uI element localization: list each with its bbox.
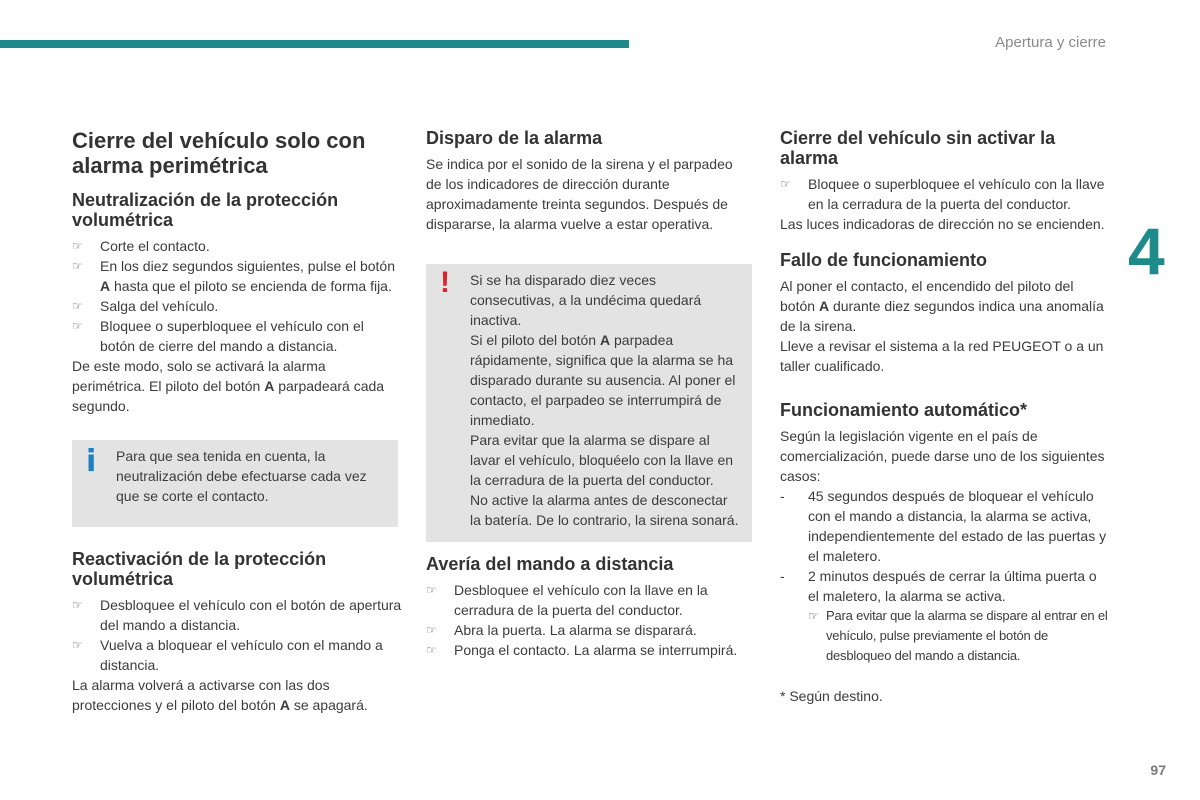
list-item: ☞ Corte el contacto. — [72, 238, 210, 254]
pointing-hand-icon: ☞ — [72, 259, 83, 273]
pointing-hand-icon: ☞ — [72, 598, 83, 612]
info-note-text: Para que sea tenida en cuenta, la neutralización debe efectuarse cada vez que se corte el contacto. — [116, 448, 367, 504]
list-item: ☞ Abra la puerta. La alarma se disparará. — [426, 622, 697, 638]
list-item: ☞ Desbloquee el vehículo con la llave en la cerradura de la puerta del conductor. — [426, 582, 708, 618]
chapter-number: 4 — [1128, 214, 1165, 288]
header-accent-bar — [0, 40, 629, 48]
pointing-hand-icon: ☞ — [808, 609, 819, 623]
heading-averia: Avería del mando a distancia — [426, 554, 674, 574]
pointing-hand-icon: ☞ — [780, 177, 791, 191]
automatico-cases — [780, 486, 1110, 666]
heading-neutralizacion: Neutralización de la protección volumétrica — [72, 190, 339, 230]
list-item: ☞ Salga del vehículo. — [72, 298, 219, 314]
list-item: ☞ Bloquee o superbloquee el vehículo con la llave en la cerradura de la puerta del conductor. — [780, 176, 1105, 212]
pointing-hand-icon: ☞ — [72, 638, 83, 652]
info-note — [72, 440, 398, 527]
list-item: ☞ Desbloquee el vehículo con el botón de apertura del mando a distancia. — [72, 597, 402, 633]
warning-line: Si se ha disparado diez veces consecutivas, a la undécima quedará inactiva. — [470, 272, 702, 328]
section-title: Apertura y cierre — [995, 34, 1106, 51]
reactivacion-steps — [72, 595, 402, 675]
list-item: - 45 segundos después de bloquear el vehículo con el mando a distancia, la alarma se activa, independientemente del estado de las puertas y el maletero. — [780, 488, 1107, 564]
page-title: Cierre del vehículo solo con alarma perimétrica — [72, 128, 366, 178]
column-2 — [426, 128, 752, 660]
info-icon: i — [86, 444, 97, 479]
list-item: ☞ En los diez segundos siguientes, pulse el botón A hasta que el piloto se encienda de forma fija. — [72, 258, 395, 294]
list-item: ☞ Bloquee o superbloquee el vehículo con el botón de cierre del mando a distancia. — [72, 318, 364, 354]
warning-note — [426, 264, 752, 542]
cierre-sin-alarma-paragraph: Las luces indicadoras de dirección no se encienden. — [780, 216, 1105, 232]
pointing-hand-icon: ☞ — [72, 319, 83, 333]
column-3 — [780, 128, 1110, 706]
dash-marker: - — [780, 568, 785, 584]
neutralizacion-steps — [72, 236, 402, 356]
heading-fallo: Fallo de funcionamiento — [780, 250, 988, 270]
heading-disparo: Disparo de la alarma — [426, 128, 603, 148]
heading-cierre-sin-alarma: Cierre del vehículo sin activar la alarma — [780, 128, 1056, 168]
pointing-hand-icon: ☞ — [72, 299, 83, 313]
column-1 — [72, 128, 402, 715]
heading-automatico: Funcionamiento automático* — [780, 400, 1028, 420]
list-item: - 2 minutos después de cerrar la última puerta o el maletero, la alarma se activa. ☞ Para evitar que la alarma se dispare al entrar en el vehículo, pulse previamente el botón de desbloqueo del mando a distancia. — [780, 566, 1110, 666]
warning-line: Para evitar que la alarma se dispare al lavar el vehículo, bloquéelo con la llave en la cerradura de la puerta del conductor. — [470, 432, 734, 488]
dash-marker: - — [780, 488, 785, 504]
pointing-hand-icon: ☞ — [72, 239, 83, 253]
warning-line: No active la alarma antes de desconectar la batería. De lo contrario, la sirena sonará. — [470, 492, 739, 528]
automatico-subnote: ☞ Para evitar que la alarma se dispare al entrar en el vehículo, pulse previamente el botón de desbloqueo del mando a distancia. — [808, 608, 1108, 663]
averia-steps — [426, 580, 752, 660]
neutralizacion-paragraph: De este modo, solo se activará la alarma perimétrica. El piloto del botón A parpadeará cada segundo. — [72, 358, 385, 414]
heading-reactivacion: Reactivación de la protección volumétrica — [72, 549, 327, 589]
automatico-paragraph: Según la legislación vigente en el país de comercialización, puede darse uno de los siguientes casos: — [780, 428, 1105, 484]
page-number: 97 — [1150, 762, 1166, 778]
footnote: * Según destino. — [780, 688, 883, 704]
disparo-paragraph: Se indica por el sonido de la sirena y el parpadeo de los indicadores de dirección durante aproximadamente treinta segundos. Después de dispararse, la alarma vuelve a estar operativa. — [426, 156, 733, 232]
pointing-hand-icon: ☞ — [426, 583, 437, 597]
list-item: ☞ Ponga el contacto. La alarma se interrumpirá. — [426, 642, 738, 658]
warning-icon: ! — [440, 266, 450, 299]
pointing-hand-icon: ☞ — [426, 623, 437, 637]
pointing-hand-icon: ☞ — [426, 643, 437, 657]
warning-line: Si el piloto del botón A parpadea rápidamente, significa que la alarma se ha disparado durante su ausencia. Al poner el contacto, el parpadeo se interrumpirá de inmediato. — [470, 332, 736, 428]
list-item: ☞ Vuelva a bloquear el vehículo con el mando a distancia. — [72, 637, 383, 673]
reactivacion-paragraph: La alarma volverá a activarse con las dos protecciones y el piloto del botón A se apagará. — [72, 677, 368, 713]
cierre-sin-alarma-steps — [780, 174, 1110, 214]
fallo-paragraph-2: Lleve a revisar el sistema a la red PEUGEOT o a un taller cualificado. — [780, 338, 1104, 374]
fallo-paragraph: Al poner el contacto, el encendido del piloto del botón A durante diez segundos indica una anomalía de la sirena. — [780, 278, 1104, 334]
